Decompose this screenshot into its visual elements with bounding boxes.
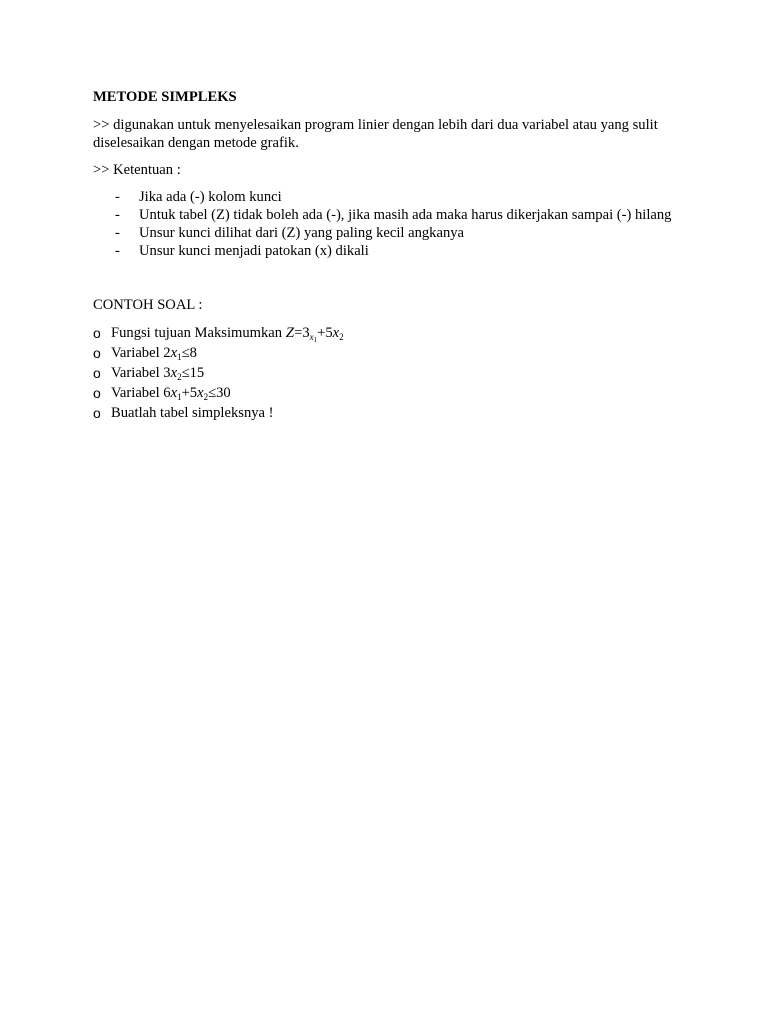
contoh-item-label: Buatlah tabel simpleksnya !: [111, 405, 274, 421]
circle-bullet: o: [93, 385, 101, 401]
ketentuan-item: [93, 242, 673, 260]
circle-bullet: o: [93, 345, 101, 361]
ketentuan-item: [93, 188, 673, 206]
circle-bullet: o: [93, 365, 101, 381]
contoh-item-label: Variabel: [111, 385, 160, 401]
ketentuan-heading: >> Ketentuan :: [93, 162, 181, 178]
constraint-formula-3: $6x_1+5x_2\le 30$: [163, 385, 231, 402]
contoh-item-label: Fungsi tujuan Maksimumkan: [111, 325, 283, 341]
ketentuan-item-text: Untuk tabel (Z) tidak boleh ada (-), jika masih ada maka harus dikerjakan sampai (-) hilang: [139, 207, 672, 223]
constraint-formula-1: $2x_1\le 8$: [163, 345, 197, 362]
circle-bullet: o: [93, 325, 101, 341]
section-spacer: [93, 260, 673, 296]
document-content: [93, 88, 673, 423]
objective-formula: $Z=3_{x_1}+5x_2$: [285, 325, 344, 344]
dash-bullet: -: [115, 207, 120, 223]
document-title: METODE SIMPLEKS: [93, 89, 237, 105]
contoh-item-instruction: [93, 403, 673, 423]
circle-bullet: o: [93, 405, 101, 421]
dash-bullet: -: [115, 225, 120, 241]
constraint-formula-2: $3x_2\le 15$: [163, 365, 205, 382]
contoh-soal-heading: CONTOH SOAL :: [93, 297, 203, 313]
ketentuan-item-text: Unsur kunci menjadi patokan (x) dikali: [139, 243, 369, 259]
ketentuan-list: [93, 188, 673, 260]
dash-bullet: -: [115, 189, 120, 205]
contoh-item-label: Variabel: [111, 345, 160, 361]
contoh-item-label: Variabel: [111, 365, 160, 381]
intro-paragraph: >> digunakan untuk menyelesaikan program linier dengan lebih dari dua variabel atau yang sulit diselesaikan dengan metode grafik.: [93, 117, 658, 151]
ketentuan-item-text: Jika ada (-) kolom kunci: [139, 189, 282, 205]
contoh-soal-list: [93, 323, 673, 423]
contoh-item-constraint-3: [93, 383, 673, 403]
contoh-item-constraint-1: [93, 343, 673, 363]
contoh-item-constraint-2: [93, 363, 673, 383]
dash-bullet: -: [115, 243, 120, 259]
ketentuan-item: [93, 224, 673, 242]
ketentuan-item: [93, 206, 673, 224]
ketentuan-item-text: Unsur kunci dilihat dari (Z) yang paling kecil angkanya: [139, 225, 465, 241]
contoh-item-objective: [93, 323, 673, 343]
